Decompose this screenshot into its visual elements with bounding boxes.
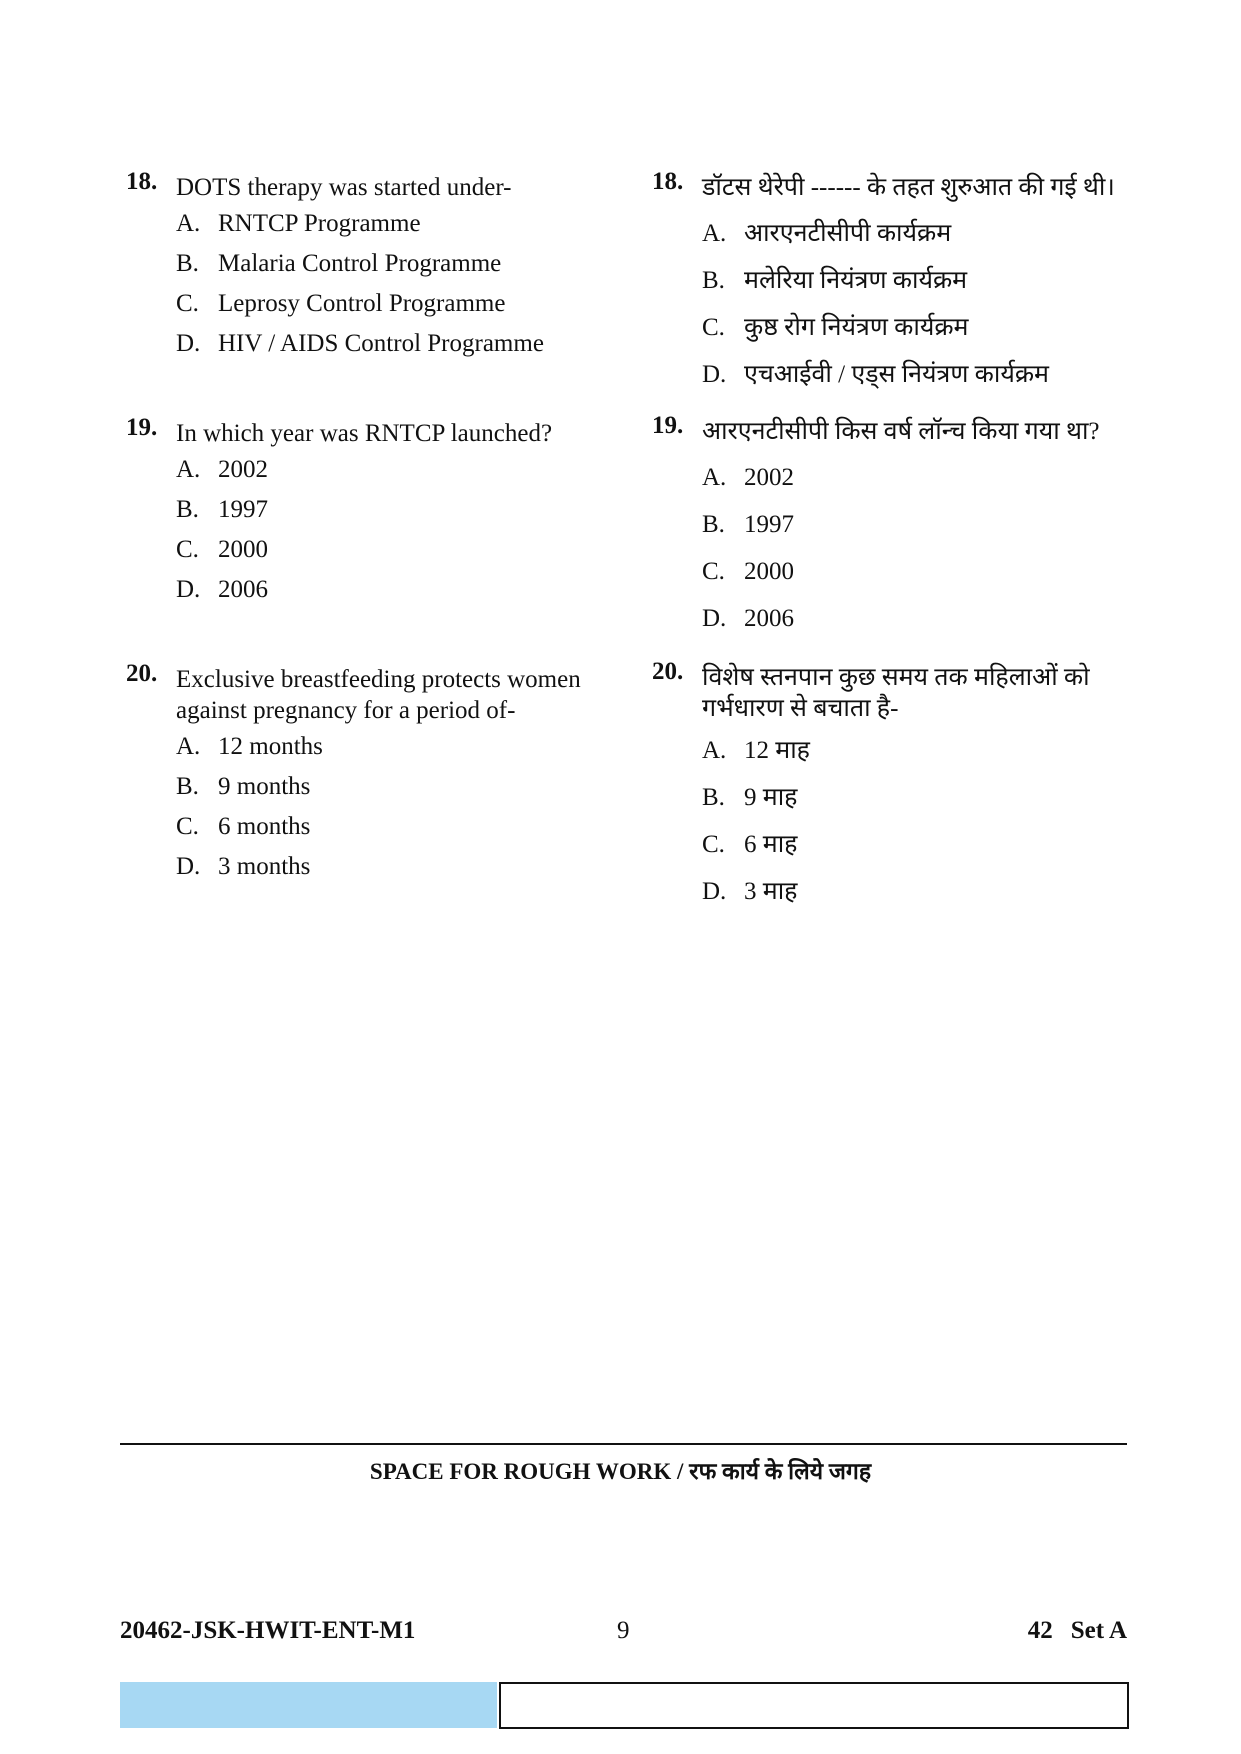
set-name: Set A [1070,1617,1127,1644]
options-list [702,738,1142,926]
option-label: C. [176,536,199,563]
option-text: HIV / AIDS Control Programme [218,330,544,357]
options-list [702,465,1142,653]
option-text: 6 months [218,813,311,840]
option-c [702,559,1142,606]
option-c [702,315,1142,362]
option-text: एचआईवी / एड्स नियंत्रण कार्यक्रम [744,361,1049,388]
empty-box [499,1682,1129,1729]
options-list [702,221,1142,409]
option-label: A. [176,210,201,237]
option-label: C. [176,290,199,317]
option-label: A. [702,737,727,764]
option-b [176,251,616,291]
paper-code: 20462-JSK-HWIT-ENT-M1 [120,1617,416,1644]
question-20-en [126,660,616,894]
options-list [176,211,616,371]
option-label: D. [702,361,727,388]
option-label: D. [176,576,201,603]
question-20-hi [652,658,1142,926]
option-label: C. [702,558,725,585]
option-a [176,734,616,774]
option-c [176,537,616,577]
option-text: 6 माह [744,831,798,858]
option-b [176,497,616,537]
option-text: 2002 [218,456,268,483]
option-c [176,291,616,331]
page-number: 9 [617,1617,630,1644]
option-label: A. [702,220,727,247]
option-text: Malaria Control Programme [218,250,502,277]
option-text: मलेरिया नियंत्रण कार्यक्रम [744,267,968,294]
option-label: A. [176,733,201,760]
question-number: 19. [126,414,158,441]
option-d [176,577,616,617]
option-text: 2000 [744,558,794,585]
question-number: 20. [652,658,684,685]
question-number: 20. [126,660,158,687]
option-text: 1997 [218,496,268,523]
option-a [702,738,1142,785]
options-list [176,734,616,894]
option-b [702,512,1142,559]
option-label: A. [702,464,727,491]
option-label: B. [176,496,199,523]
question-text: In which year was RNTCP launched? [176,420,553,447]
colored-bar [120,1682,497,1728]
option-label: B. [702,784,725,811]
option-label: C. [702,314,725,341]
question-text: Exclusive breastfeeding protects women against pregnancy for a period of- [176,666,581,724]
question-text: आरएनटीसीपी किस वर्ष लॉन्च किया गया था? [702,418,1100,445]
option-label: C. [176,813,199,840]
hindi-column [652,168,1142,926]
option-text: 2000 [218,536,268,563]
option-label: A. [176,456,201,483]
option-text: 2006 [218,576,268,603]
option-text: 12 माह [744,737,810,764]
rough-work-heading: SPACE FOR ROUGH WORK / रफ कार्य के लिये जगह [369,1459,872,1484]
option-text: Leprosy Control Programme [218,290,506,317]
question-number: 18. [652,168,684,195]
option-text: 1997 [744,511,794,538]
question-18-hi [652,168,1142,416]
options-list [176,457,616,617]
option-a [176,211,616,251]
option-a [702,465,1142,512]
option-text: 9 माह [744,784,798,811]
option-d [176,331,616,371]
english-column [126,168,616,894]
question-text: DOTS therapy was started under- [176,174,512,201]
option-text: 2006 [744,605,794,632]
option-label: B. [176,250,199,277]
option-text: RNTCP Programme [218,210,421,237]
option-label: B. [176,773,199,800]
question-number: 18. [126,168,158,195]
question-18-en [126,168,616,418]
option-text: 9 months [218,773,311,800]
question-19-hi [652,412,1142,662]
paper-number: 42 [1027,1617,1053,1644]
option-text: कुष्ठ रोग नियंत्रण कार्यक्रम [744,314,969,341]
option-b [702,785,1142,832]
option-d [176,854,616,894]
option-b [702,268,1142,315]
option-label: B. [702,267,725,294]
option-label: C. [702,831,725,858]
option-d [702,879,1142,926]
rough-work-divider [120,1443,1127,1445]
option-text: 2002 [744,464,794,491]
option-label: D. [702,605,727,632]
option-c [176,814,616,854]
question-number: 19. [652,412,684,439]
option-label: B. [702,511,725,538]
question-text: विशेष स्तनपान कुछ समय तक महिलाओं को गर्भधारण से बचाता है- [702,664,1090,722]
option-text: 3 months [218,853,311,880]
option-label: D. [176,853,201,880]
option-a [176,457,616,497]
option-a [702,221,1142,268]
option-b [176,774,616,814]
set-label [1028,1617,1127,1645]
question-19-en [126,414,616,664]
option-d [702,362,1142,409]
option-c [702,832,1142,879]
question-text: डॉटस थेरेपी ------ के तहत शुरुआत की गई थी। [702,174,1115,201]
option-label: D. [702,878,727,905]
option-d [702,606,1142,653]
option-text: आरएनटीसीपी कार्यक्रम [744,220,952,247]
option-label: D. [176,330,201,357]
option-text: 3 माह [744,878,798,905]
option-text: 12 months [218,733,323,760]
